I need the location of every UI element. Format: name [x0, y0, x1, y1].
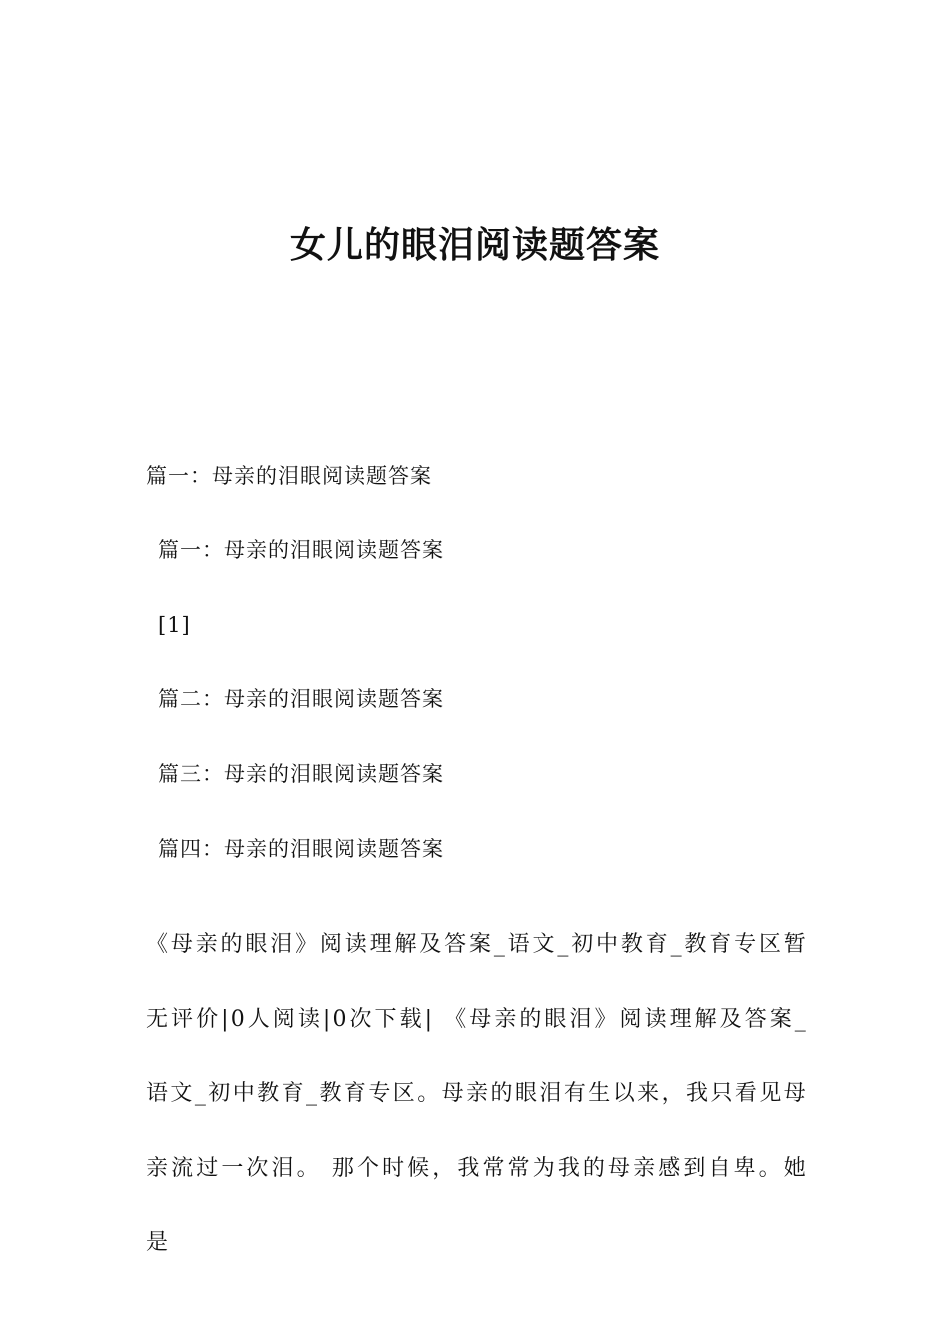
section-heading-1-repeat: 篇一：母亲的泪眼阅读题答案: [158, 538, 444, 562]
section-heading-1: 篇一：母亲的泪眼阅读题答案: [146, 464, 432, 488]
section-heading-4: 篇四：母亲的泪眼阅读题答案: [158, 837, 444, 861]
body-paragraph: 《母亲的眼泪》阅读理解及答案_语文_初中教育_教育专区暂无评价|0人阅读|0次下载| 《母亲的眼泪》阅读理解及答案_语文_初中教育_教育专区。母亲的眼泪有生以来，我只看见母亲流过一次泪。 那个时候，我常常为我的母亲感到自卑。她是: [146, 932, 808, 1255]
section-heading-3: 篇三：母亲的泪眼阅读题答案: [158, 762, 444, 786]
footnote-marker: [1]: [158, 613, 191, 637]
document-title: 女儿的眼泪阅读题答案: [289, 225, 660, 266]
section-heading-2: 篇二：母亲的泪眼阅读题答案: [158, 687, 444, 711]
